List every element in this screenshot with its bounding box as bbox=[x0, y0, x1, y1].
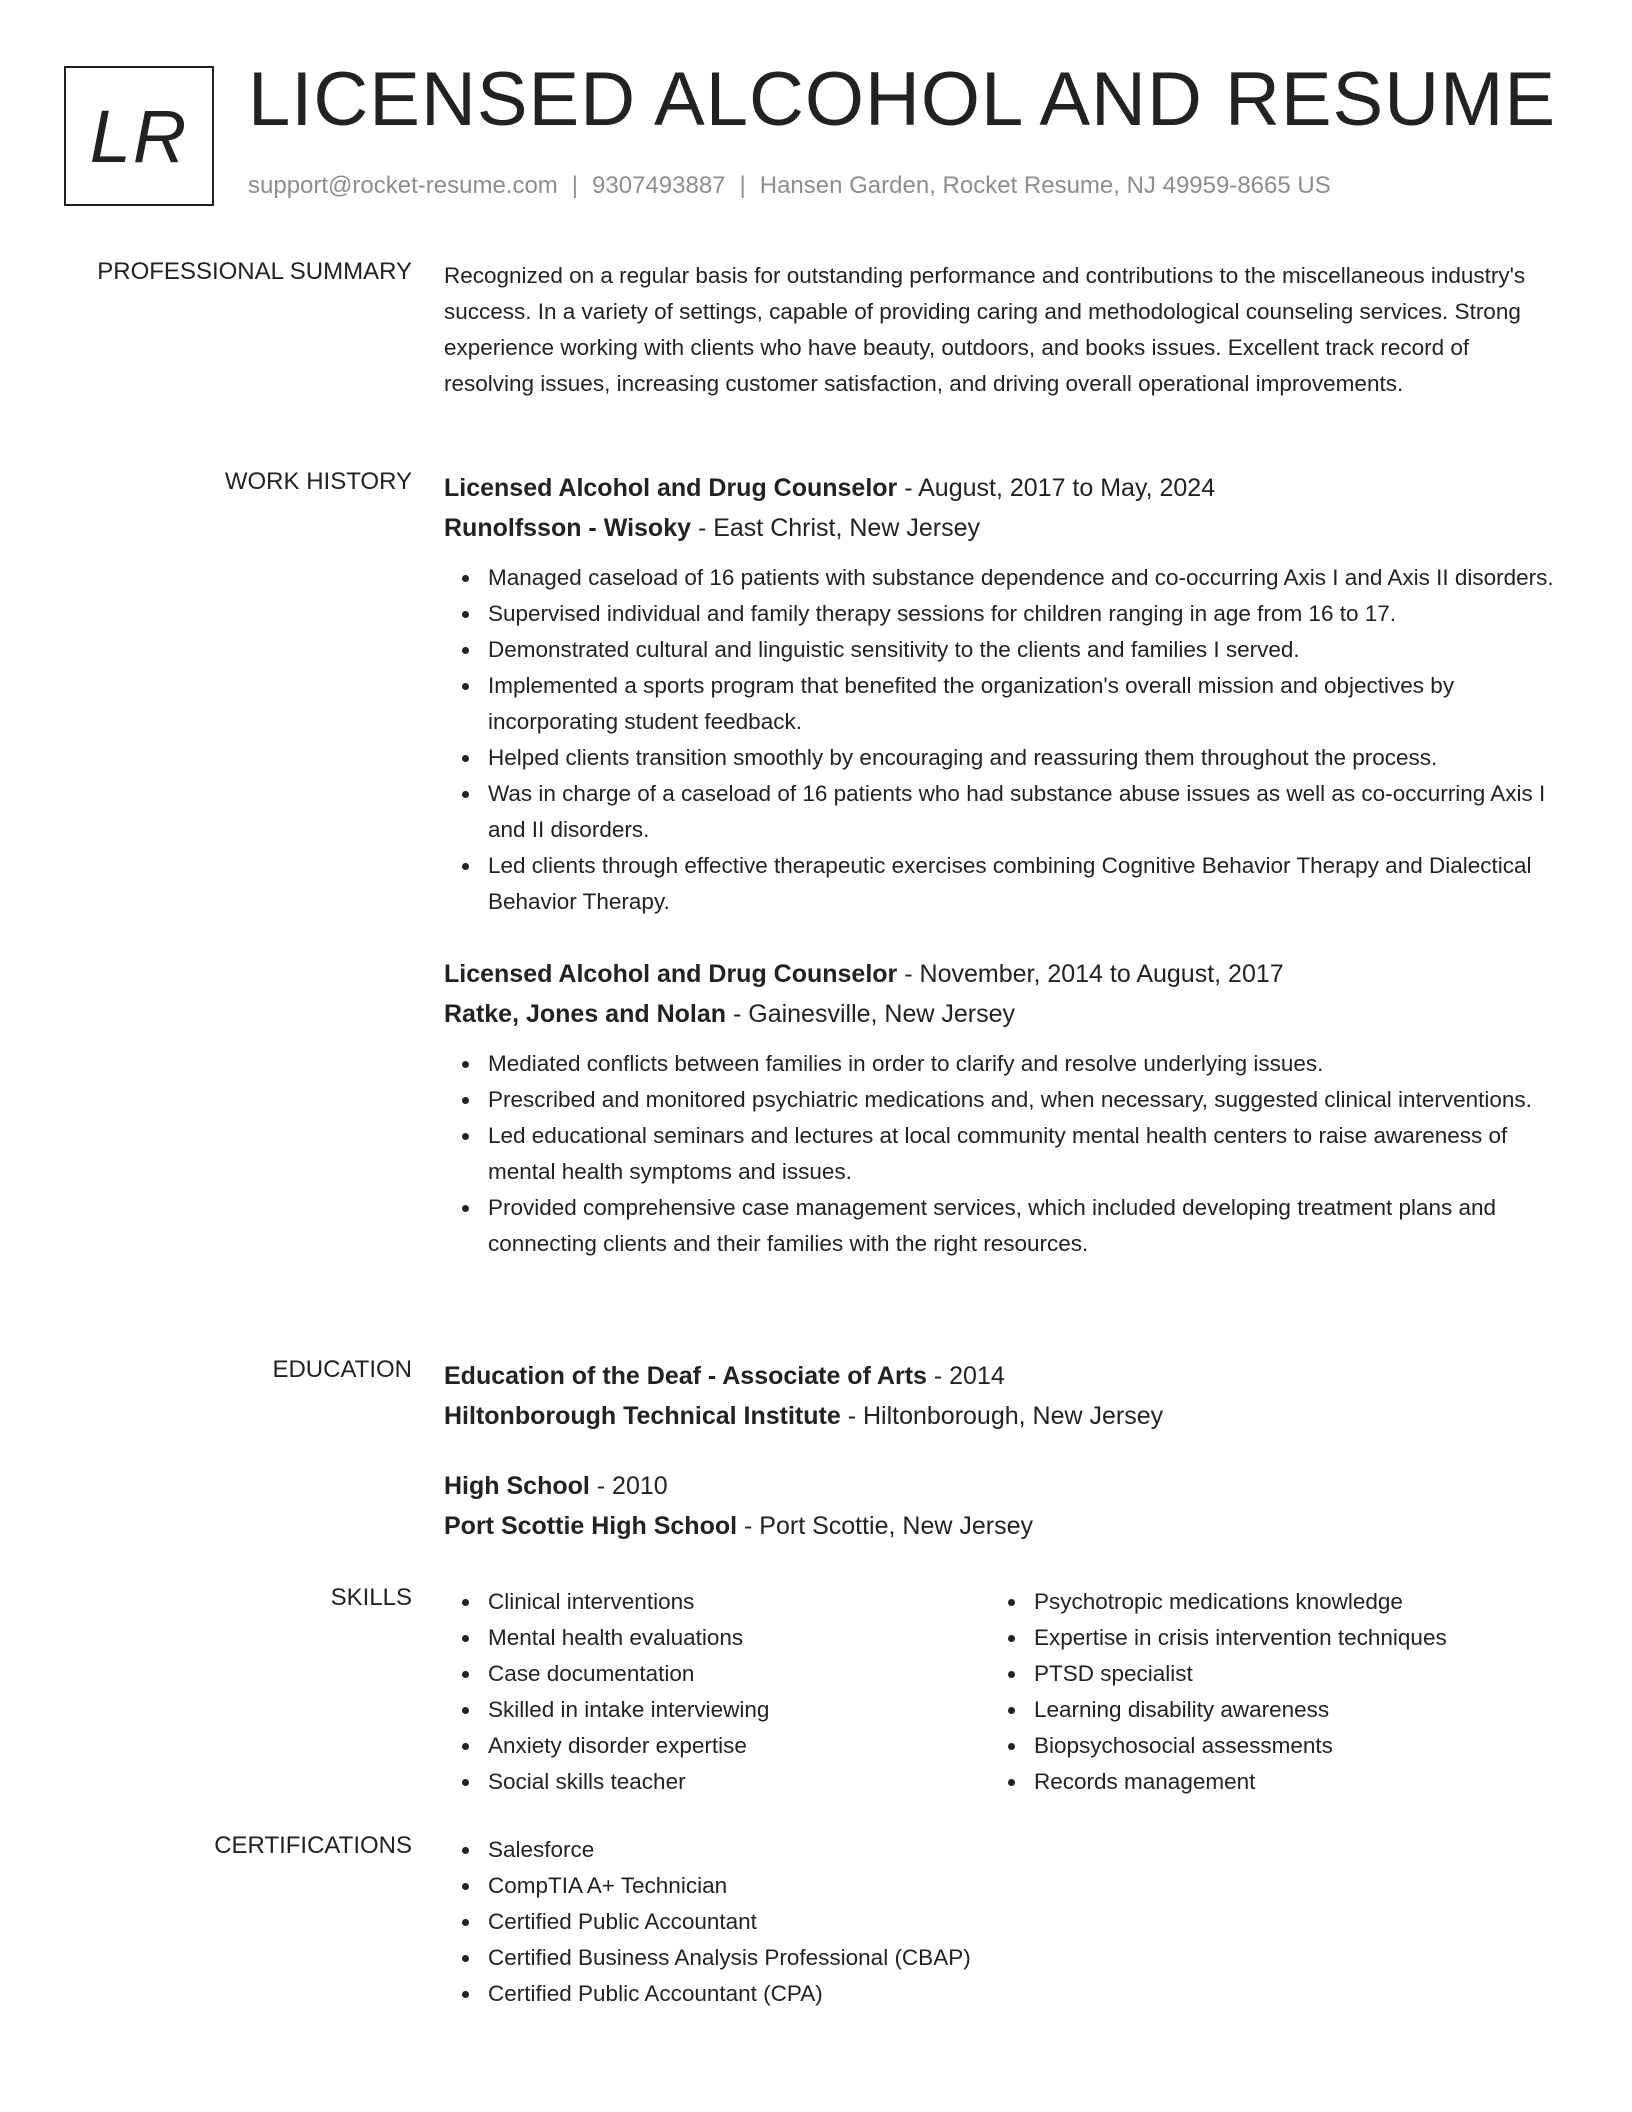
contact-separator: | bbox=[571, 172, 579, 199]
skill-item: Learning disability awareness bbox=[1034, 1692, 1536, 1728]
skill-item: Social skills teacher bbox=[488, 1764, 990, 1800]
job-bullet: Prescribed and monitored psychiatric medications and, when necessary, suggested clinical interventions. bbox=[488, 1082, 1560, 1118]
skill-item: Biopsychosocial assessments bbox=[1034, 1728, 1536, 1764]
education-location: - Hiltonborough, New Jersey bbox=[840, 1402, 1164, 1430]
education-entry bbox=[444, 1466, 1560, 1546]
skill-item: Psychotropic medications knowledge bbox=[1034, 1584, 1536, 1620]
section-title-certifications: CERTIFICATIONS bbox=[214, 1832, 412, 1859]
education-school-line bbox=[444, 1396, 1560, 1436]
education-school: Port Scottie High School bbox=[444, 1512, 738, 1540]
education-year: - 2014 bbox=[926, 1362, 1005, 1390]
education-degree-line bbox=[444, 1466, 1560, 1506]
skill-item: Skilled in intake interviewing bbox=[488, 1692, 990, 1728]
job-bullet: Demonstrated cultural and linguistic sensitivity to the clients and families I served. bbox=[488, 632, 1560, 668]
job-dates: - August, 2017 to May, 2024 bbox=[897, 474, 1216, 502]
certification-item: CompTIA A+ Technician bbox=[488, 1868, 1560, 1904]
education-degree: High School bbox=[444, 1472, 590, 1500]
job-bullet: Led educational seminars and lectures at local community mental health centers to raise awareness of mental health symptoms and issues. bbox=[488, 1118, 1560, 1190]
skill-item: PTSD specialist bbox=[1034, 1656, 1536, 1692]
job-employer-line bbox=[444, 508, 1560, 548]
job-employer: Runolfsson - Wisoky bbox=[444, 514, 692, 542]
education-year: - 2010 bbox=[589, 1472, 668, 1500]
job-bullet: Mediated conflicts between families in order to clarify and resolve underlying issues. bbox=[488, 1046, 1560, 1082]
education-entry bbox=[444, 1356, 1560, 1436]
contact-line bbox=[248, 172, 1331, 200]
skills-column-right bbox=[990, 1584, 1536, 1800]
resume-name: LICENSED ALCOHOL AND RESUME bbox=[248, 57, 1557, 142]
job-dates: - November, 2014 to August, 2017 bbox=[897, 960, 1284, 988]
education-school: Hiltonborough Technical Institute bbox=[444, 1402, 841, 1430]
section-title-summary: PROFESSIONAL SUMMARY bbox=[97, 258, 412, 285]
skill-item: Clinical interventions bbox=[488, 1584, 990, 1620]
job-location: - East Christ, New Jersey bbox=[691, 514, 980, 542]
job-employer: Ratke, Jones and Nolan bbox=[444, 1000, 727, 1028]
summary-body bbox=[444, 258, 1560, 402]
job-position: Licensed Alcohol and Drug Counselor bbox=[444, 474, 898, 502]
education-school-line bbox=[444, 1506, 1560, 1546]
job-location: - Gainesville, New Jersey bbox=[726, 1000, 1016, 1028]
section-title-education: EDUCATION bbox=[272, 1356, 412, 1383]
certifications-list bbox=[444, 1832, 1560, 2012]
job-title-line bbox=[444, 954, 1560, 994]
certifications-body bbox=[444, 1832, 1560, 2012]
skill-item: Anxiety disorder expertise bbox=[488, 1728, 990, 1764]
job-bullet: Implemented a sports program that benefited the organization's overall mission and objectives by incorporating student feedback. bbox=[488, 668, 1560, 740]
job-bullet: Was in charge of a caseload of 16 patients who had substance abuse issues as well as co-occurring Axis I and II disorders. bbox=[488, 776, 1560, 848]
job-bullets bbox=[444, 1046, 1560, 1262]
education-degree-line bbox=[444, 1356, 1560, 1396]
job-entry bbox=[444, 954, 1560, 1262]
certification-item: Certified Business Analysis Professional (CBAP) bbox=[488, 1940, 1560, 1976]
skill-item: Expertise in crisis intervention techniques bbox=[1034, 1620, 1536, 1656]
contact-email: support@rocket-resume.com bbox=[248, 172, 558, 199]
monogram-initials: LR bbox=[89, 94, 189, 178]
education-body bbox=[444, 1356, 1560, 1576]
skills-body bbox=[444, 1584, 1560, 1800]
skill-item: Records management bbox=[1034, 1764, 1536, 1800]
contact-address: Hansen Garden, Rocket Resume, NJ 49959-8665 US bbox=[759, 172, 1331, 199]
skills-grid bbox=[444, 1584, 1560, 1800]
contact-separator: | bbox=[739, 172, 746, 199]
monogram-logo bbox=[64, 66, 214, 206]
certification-item: Certified Public Accountant bbox=[488, 1904, 1560, 1940]
job-entry bbox=[444, 468, 1560, 920]
skill-item: Mental health evaluations bbox=[488, 1620, 990, 1656]
education-location: - Port Scottie, New Jersey bbox=[737, 1512, 1034, 1540]
job-bullet: Led clients through effective therapeutic exercises combining Cognitive Behavior Therapy and Dialectical Behavior Therapy. bbox=[488, 848, 1560, 920]
job-bullet: Supervised individual and family therapy sessions for children ranging in age from 16 to 17. bbox=[488, 596, 1560, 632]
job-bullet: Provided comprehensive case management services, which included developing treatment plans and connecting clients and their families with the right resources. bbox=[488, 1190, 1560, 1262]
job-bullet: Managed caseload of 16 patients with substance dependence and co-occurring Axis I and Axis II disorders. bbox=[488, 560, 1560, 596]
job-bullet: Helped clients transition smoothly by encouraging and reassuring them throughout the process. bbox=[488, 740, 1560, 776]
job-employer-line bbox=[444, 994, 1560, 1034]
job-bullets bbox=[444, 560, 1560, 920]
summary-text: Recognized on a regular basis for outstanding performance and contributions to the miscellaneous industry's success. In a variety of settings, capable of providing caring and methodological counseling services. Strong experience working with clients who have beauty, outdoors, and books issues. Excellent track record of resolving issues, increasing customer satisfaction, and driving overall operational improvements. bbox=[444, 263, 1526, 396]
certification-item: Certified Public Accountant (CPA) bbox=[488, 1976, 1560, 2012]
skills-column-left bbox=[444, 1584, 990, 1800]
certification-item: Salesforce bbox=[488, 1832, 1560, 1868]
skills-list-left bbox=[444, 1584, 990, 1800]
section-title-skills: SKILLS bbox=[330, 1584, 412, 1611]
skills-list-right bbox=[990, 1584, 1536, 1800]
job-position: Licensed Alcohol and Drug Counselor bbox=[444, 960, 898, 988]
section-title-work-history: WORK HISTORY bbox=[224, 468, 412, 495]
contact-phone: 9307493887 bbox=[592, 172, 726, 199]
work-history-body bbox=[444, 468, 1560, 1296]
education-degree: Education of the Deaf - Associate of Arts bbox=[444, 1362, 927, 1390]
skill-item: Case documentation bbox=[488, 1656, 990, 1692]
job-title-line bbox=[444, 468, 1560, 508]
